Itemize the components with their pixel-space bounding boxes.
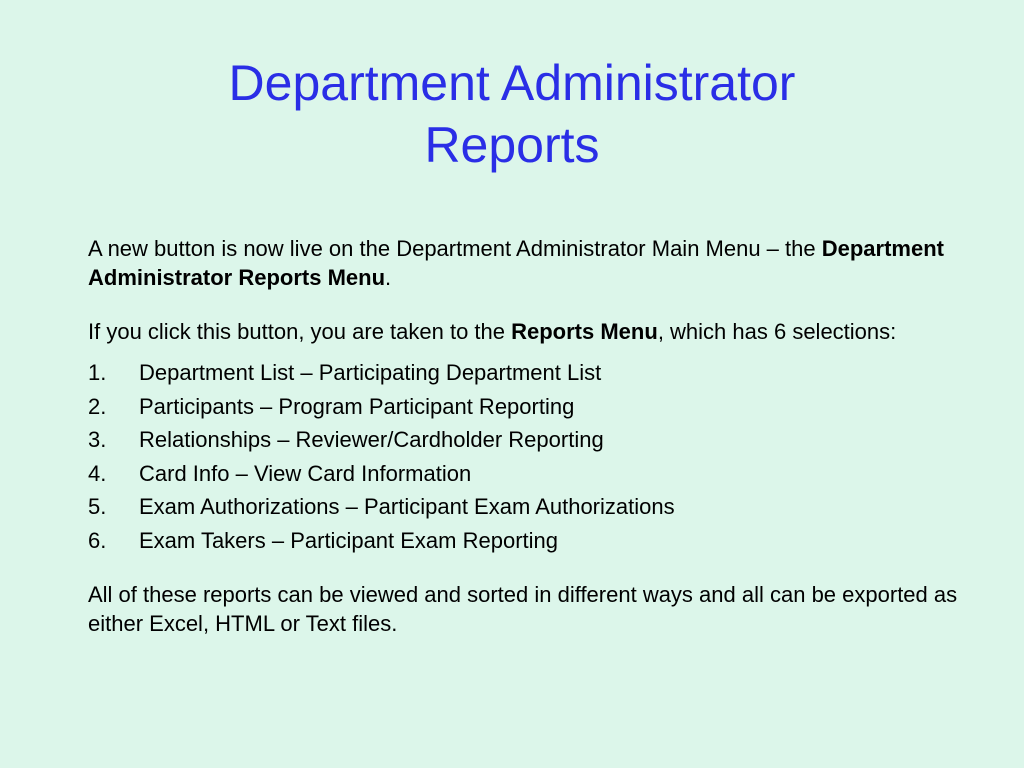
list-item-text: Card Info – View Card Information <box>139 460 472 486</box>
list-item <box>88 356 968 390</box>
list-item <box>88 457 968 491</box>
slide-body <box>88 234 968 638</box>
list-item-text: Exam Authorizations – Participant Exam Authorizations <box>139 494 675 520</box>
list-item <box>88 490 968 524</box>
list-item-number: 2. <box>88 393 107 419</box>
list-item-number: 6. <box>88 527 107 553</box>
list-item-number: 3. <box>88 427 107 453</box>
list-item <box>88 423 968 457</box>
list-item-text: Participants – Program Participant Reporting <box>139 393 575 419</box>
list-item-text: Relationships – Reviewer/Cardholder Reporting <box>139 427 604 453</box>
list-item <box>88 390 968 424</box>
list-item-text: Department List – Participating Department List <box>139 360 602 385</box>
intro-text: A new button is now live on the Department Administrator Main Menu – the <box>88 236 822 261</box>
slide-title <box>80 52 944 176</box>
export-paragraph: All of these reports can be viewed and sorted in different ways and all can be exported as either Excel, HTML or Text files. <box>88 581 958 636</box>
list-item-number: 5. <box>88 494 107 520</box>
selections-list <box>88 356 968 558</box>
reports-menu-bold-text: Reports Menu <box>511 319 658 344</box>
title-line-2: Reports <box>424 117 600 173</box>
list-item-number: 1. <box>88 360 107 385</box>
intro-paragraph <box>88 234 968 292</box>
list-item-text: Exam Takers – Participant Exam Reporting <box>139 527 558 553</box>
title-line-1: Department Administrator <box>228 55 796 111</box>
reports-menu-paragraph <box>88 317 968 346</box>
reports-menu-text-end: , which has 6 selections: <box>657 319 897 344</box>
intro-bold-text: Department Administrator Reports Menu <box>88 236 944 290</box>
intro-text-end: . <box>385 265 392 290</box>
list-item-number: 4. <box>88 460 107 486</box>
reports-menu-text: If you click this button, you are taken to the <box>88 319 512 344</box>
list-item <box>88 524 968 558</box>
